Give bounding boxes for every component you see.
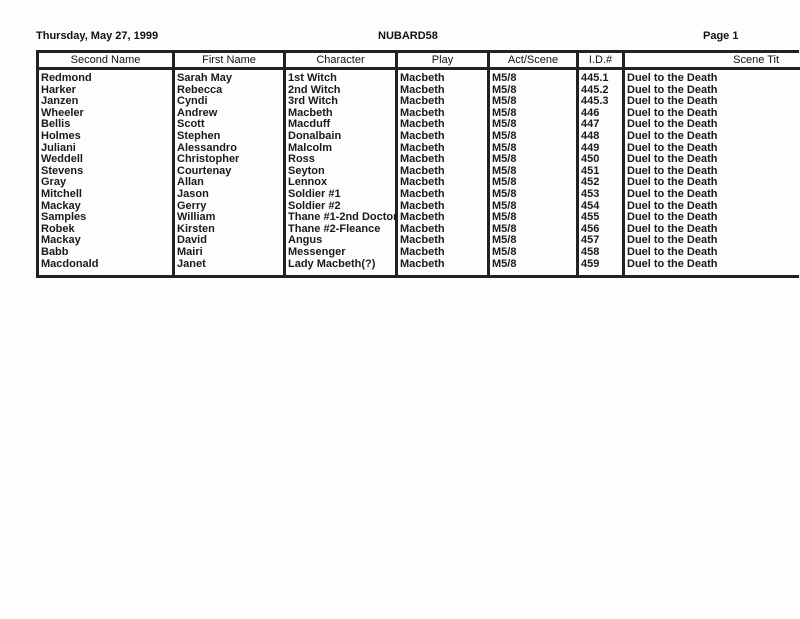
table-cell: M5/8: [492, 257, 517, 270]
table-cell: Samples: [41, 211, 87, 224]
column-header: [579, 53, 622, 70]
table-cell: Robek: [41, 222, 75, 235]
table-cell: Malcolm: [288, 141, 333, 154]
table-cell: 450: [581, 153, 600, 166]
column-6: [625, 53, 800, 275]
table-cell: Mitchell: [41, 187, 82, 200]
table-cell: Stevens: [41, 164, 84, 177]
table-cell: Duel to the Death: [627, 72, 718, 84]
column-0: [39, 53, 175, 275]
table-cell: Scott: [177, 118, 205, 131]
table-cell: Stephen: [177, 129, 221, 142]
table-cell: 451: [581, 164, 600, 177]
table-cell: Duel to the Death: [627, 222, 718, 235]
table-cell: Janet: [177, 257, 206, 270]
table-cell: M5/8: [492, 83, 517, 96]
column-header: [625, 53, 800, 70]
table-cell: Soldier #1: [288, 187, 341, 200]
table-cell: Macbeth: [400, 95, 445, 108]
column-header-label: First Name: [202, 54, 256, 66]
table-cell: Alessandro: [177, 141, 237, 154]
column-header: [490, 53, 576, 70]
table-cell: Seyton: [288, 164, 325, 177]
table-cell: Macbeth: [400, 234, 445, 247]
table-cell: Duel to the Death: [627, 245, 718, 258]
table-cell: Duel to the Death: [627, 234, 718, 247]
table-cell: M5/8: [492, 164, 517, 177]
column-header: [286, 53, 395, 70]
table-cell: M5/8: [492, 72, 517, 84]
column-header: [398, 53, 487, 70]
table-cell: Cyndi: [177, 95, 208, 108]
table-cell: M5/8: [492, 129, 517, 142]
table-cell: 458: [581, 245, 600, 258]
column-header: [39, 53, 172, 70]
table-cell: Macbeth: [400, 199, 445, 212]
column-1: [175, 53, 286, 275]
table-cell: Courtenay: [177, 164, 232, 177]
table-cell: Macbeth: [400, 129, 445, 142]
page-number: Page 1: [703, 30, 739, 42]
table-cell: Duel to the Death: [627, 83, 718, 96]
table-cell: Soldier #2: [288, 199, 341, 212]
table-cell: M5/8: [492, 211, 517, 224]
table-cell: Sarah May: [177, 72, 233, 84]
table-cell: 446: [581, 106, 600, 119]
table-cell: Macbeth: [400, 141, 445, 154]
table-cell: 457: [581, 234, 600, 247]
table-cell: Christopher: [177, 153, 240, 166]
table-cell: 456: [581, 222, 600, 235]
table-cell: M5/8: [492, 141, 517, 154]
table-cell: Duel to the Death: [627, 106, 718, 119]
column-2: [286, 53, 398, 275]
table-cell: 447: [581, 118, 600, 131]
table-cell: David: [177, 234, 207, 247]
table-cell: Duel to the Death: [627, 257, 718, 270]
table-cell: M5/8: [492, 222, 517, 235]
table-cell: Macduff: [288, 118, 331, 131]
table-cell: Rebecca: [177, 83, 223, 96]
table-cell: Macbeth: [400, 118, 445, 131]
column-5: [579, 53, 625, 275]
table-cell: Macbeth: [400, 257, 445, 270]
table-cell: M5/8: [492, 234, 517, 247]
table-cell: Donalbain: [288, 129, 342, 142]
table-cell: Jason: [177, 187, 209, 200]
table-cell: Macbeth: [400, 222, 445, 235]
table-cell: Janzen: [41, 95, 79, 108]
table-cell: Duel to the Death: [627, 176, 718, 189]
table-cell: M5/8: [492, 187, 517, 200]
table-cell: Wheeler: [41, 106, 84, 119]
column-header-label: I.D.#: [588, 54, 613, 66]
table-cell: Lady Macbeth(?): [288, 257, 376, 270]
table-cell: Allan: [177, 176, 204, 189]
column-header: [175, 53, 283, 70]
table-cell: Duel to the Death: [627, 129, 718, 142]
table-cell: 445.2: [581, 83, 609, 96]
table-cell: Messenger: [288, 245, 346, 258]
table-cell: Duel to the Death: [627, 187, 718, 200]
table-cell: 455: [581, 211, 600, 224]
table-cell: Duel to the Death: [627, 118, 718, 131]
table-cell: 454: [581, 199, 600, 212]
table-cell: Weddell: [41, 153, 83, 166]
table-cell: Duel to the Death: [627, 141, 718, 154]
table-cell: 459: [581, 257, 600, 270]
column-header-label: Act/Scene: [507, 54, 559, 66]
table-cell: Gerry: [177, 199, 207, 212]
table-cell: Babb: [41, 245, 69, 258]
table-cell: Macbeth: [400, 164, 445, 177]
table-cell: Duel to the Death: [627, 95, 718, 108]
table-cell: Macbeth: [400, 245, 445, 258]
table-cell: 1st Witch: [288, 72, 337, 84]
table-cell: M5/8: [492, 176, 517, 189]
table-cell: Macbeth: [400, 72, 445, 84]
table-cell: Macbeth: [400, 83, 445, 96]
table-cell: William: [177, 211, 216, 224]
column-header-label: Play: [431, 54, 454, 66]
table-cell: Macbeth: [400, 153, 445, 166]
table-cell: Lennox: [288, 176, 328, 189]
table-cell: Mackay: [41, 199, 81, 212]
table-cell: Macbeth: [288, 106, 333, 119]
table-cell: Duel to the Death: [627, 164, 718, 177]
column-4: [490, 53, 579, 275]
table-cell: M5/8: [492, 95, 517, 108]
table-cell: Andrew: [177, 106, 218, 119]
table-cell: Mairi: [177, 245, 203, 258]
table-cell: Duel to the Death: [627, 153, 718, 166]
column-header-label: Scene Tit: [733, 54, 779, 66]
table-cell: M5/8: [492, 106, 517, 119]
table-cell: Macbeth: [400, 176, 445, 189]
report-date: Thursday, May 27, 1999: [36, 30, 159, 42]
column-3: [398, 53, 490, 275]
report-code: NUBARD58: [378, 30, 438, 42]
table-cell: Ross: [288, 153, 315, 166]
table-cell: 453: [581, 187, 600, 200]
table-cell: 3rd Witch: [288, 95, 339, 108]
column-header-label: Character: [316, 54, 365, 66]
table-cell: 448: [581, 129, 600, 142]
table-cell: Macbeth: [400, 187, 445, 200]
table-cell: Redmond: [41, 72, 92, 84]
table-cell: Gray: [41, 176, 67, 189]
table-cell: Mackay: [41, 234, 81, 247]
table-cell: 452: [581, 176, 600, 189]
table-cell: Macdonald: [41, 257, 99, 270]
table-cell: Macbeth: [400, 106, 445, 119]
table-cell: M5/8: [492, 199, 517, 212]
table-cell: Bellis: [41, 118, 71, 131]
table-cell: Duel to the Death: [627, 211, 718, 224]
column-header-label: Second Name: [70, 54, 141, 66]
cast-table: [36, 50, 799, 278]
table-cell: 449: [581, 141, 600, 154]
table-cell: Duel to the Death: [627, 199, 718, 212]
table-cell: M5/8: [492, 153, 517, 166]
table-cell: Macbeth: [400, 211, 445, 224]
table-cell: M5/8: [492, 245, 517, 258]
table-cell: 445.1: [581, 72, 609, 84]
table-cell: Thane #2-Fleance: [288, 222, 381, 235]
table-cell: M5/8: [492, 118, 517, 131]
table-cell: Thane #1-2nd Doctor: [288, 211, 398, 224]
table-cell: Juliani: [41, 141, 76, 154]
table-cell: 2nd Witch: [288, 83, 341, 96]
table-cell: Harker: [41, 83, 76, 96]
table-cell: 445.3: [581, 95, 609, 108]
table-cell: Holmes: [41, 129, 81, 142]
table-cell: Angus: [288, 234, 323, 247]
table-cell: Kirsten: [177, 222, 215, 235]
